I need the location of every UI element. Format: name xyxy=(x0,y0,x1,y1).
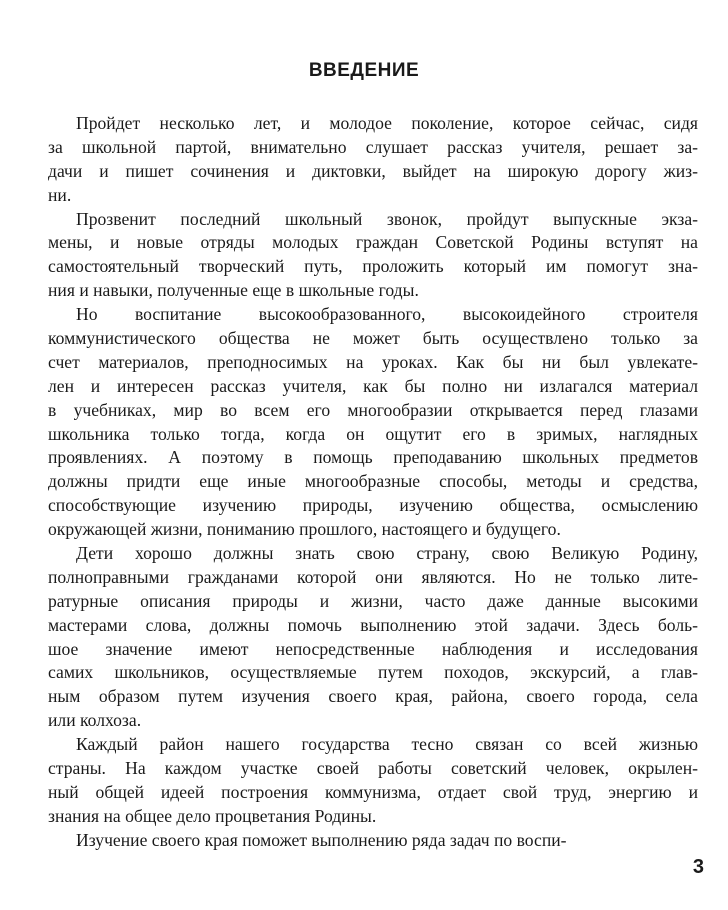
text-line: проявлениях. А поэтому в помощь преподаванию школьных предметов xyxy=(48,447,698,468)
text-line: Прозвенит последний школьный звонок, пройдут выпускные экза- xyxy=(76,208,698,229)
text-line: ни. xyxy=(48,184,72,205)
text-line: за школьной партой, внимательно слушает рассказ учителя, решает за- xyxy=(48,136,698,157)
text-line: полноправными гражданами которой они являются. Но не только лите- xyxy=(48,566,698,587)
text-line: Но воспитание высокообразованного, высокоидейного строителя xyxy=(76,304,698,325)
text-line: самостоятельный творческий путь, проложить который им помогут зна- xyxy=(48,256,698,277)
text-line: знания на общее дело процветания Родины. xyxy=(48,805,377,826)
text-line: лен и интересен рассказ учителя, как бы полно ни излагался материал xyxy=(48,375,698,396)
text-line: в учебниках, мир во всем его многообразии открывается перед глазами xyxy=(48,399,698,420)
text-line: коммунистического общества не может быть осуществлено только за xyxy=(48,328,698,349)
text-line: Изучение своего края поможет выполнению ряда задач по воспи- xyxy=(76,829,567,850)
text-line: шое значение имеют непосредственные наблюдения и исследования xyxy=(48,638,698,659)
text-line: страны. На каждом участке своей работы советский человек, окрылен- xyxy=(48,758,698,779)
text-line: или колхоза. xyxy=(48,710,142,731)
page-body xyxy=(48,112,698,853)
text-line: самих школьников, осуществляемые путем походов, экскурсий, а глав- xyxy=(48,662,698,683)
paragraph xyxy=(48,112,698,208)
paragraph xyxy=(48,303,698,542)
text-line: мастерами слова, должны помочь выполнению этой задачи. Здесь боль- xyxy=(48,614,698,635)
paragraph xyxy=(48,208,698,304)
text-line: ратурные описания природы и жизни, часто даже данные высокими xyxy=(48,590,698,611)
paragraph xyxy=(48,733,698,829)
text-line: Дети хорошо должны знать свою страну, свою Великую Родину, xyxy=(76,543,698,564)
text-line: Пройдет несколько лет, и молодое поколение, которое сейчас, сидя xyxy=(76,113,698,133)
text-line: ным образом путем изучения своего края, района, своего города, села xyxy=(48,686,698,707)
text-line: счет материалов, преподносимых на уроках. Как бы ни был увлекате- xyxy=(48,351,698,372)
text-line: дачи и пишет сочинения и диктовки, выйдет на широкую дорогу жиз- xyxy=(48,160,698,181)
text-line: ния и навыки, полученные еще в школьные годы. xyxy=(48,280,419,301)
text-line: способствующие изучению природы, изучению общества, осмыслению xyxy=(48,495,698,516)
paragraph xyxy=(48,829,698,853)
paragraph xyxy=(48,542,698,733)
text-line: Каждый район нашего государства тесно связан со всей жизнью xyxy=(76,734,698,755)
page-number: 3 xyxy=(692,856,704,878)
page-title: ВВЕДЕНИЕ xyxy=(308,60,420,81)
text-line: школьника только тогда, когда он ощутит его в зримых, наглядных xyxy=(48,423,698,444)
text-line: ный общей идеей построения коммунизма, отдает свой труд, энергию и xyxy=(48,781,698,802)
text-line: мены, и новые отряды молодых граждан Советской Родины вступят на xyxy=(48,232,698,253)
text-line: окружающей жизни, пониманию прошлого, настоящего и будущего. xyxy=(48,519,561,540)
text-line: должны придти еще иные многообразные способы, методы и средства, xyxy=(48,471,698,492)
